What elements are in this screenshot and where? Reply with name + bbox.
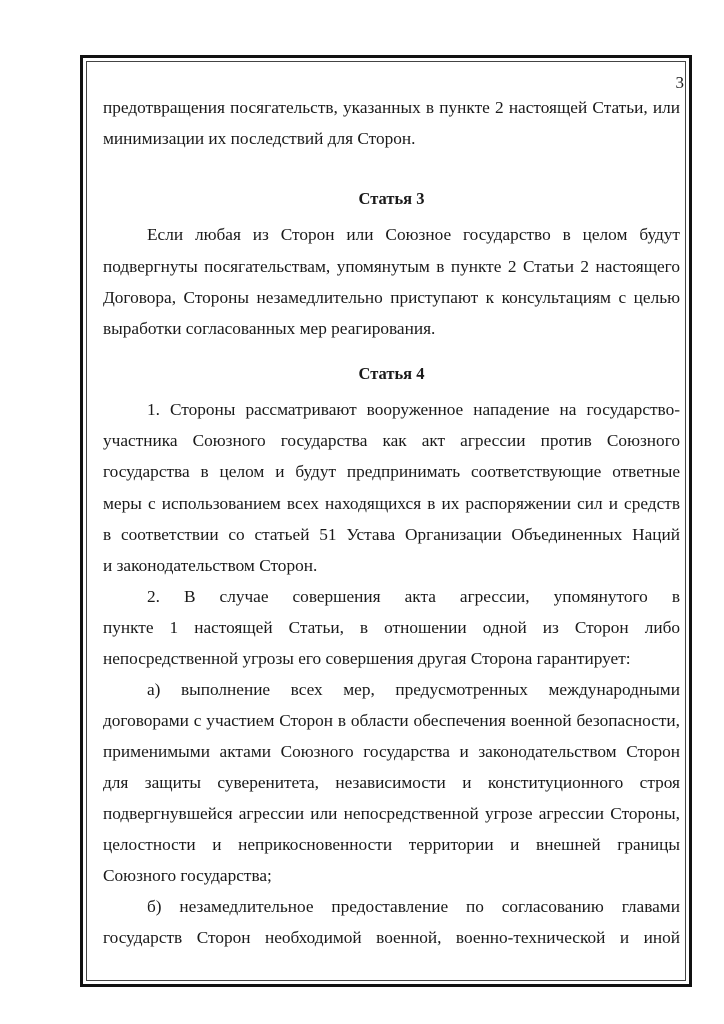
page-number: 3 [675, 73, 684, 92]
text-line: договорами с участием Сторон в области обеспечения военной безопасности, [103, 711, 680, 730]
text-line: и законодательством Сторон. [103, 556, 318, 575]
text-line: Союзного государства; [103, 866, 272, 885]
text-line: непосредственной угрозы его совершения другая Сторона гарантирует: [103, 649, 631, 668]
text-line: 1. Стороны рассматривают вооруженное нападение на государство- [147, 400, 680, 419]
article-3-title: Статья 3 [358, 189, 425, 208]
text-line: государства в целом и будут предпринимать соответствующие ответные [103, 462, 680, 481]
text-line: предотвращения посягательств, указанных в пункте 2 настоящей Статьи, или [103, 98, 680, 117]
text-line: меры с использованием всех находящихся в их распоряжении сил и средств [103, 494, 680, 513]
text-line: целостности и неприкосновенности территории и внешней границы [103, 835, 680, 854]
text-line: минимизации их последствий для Сторон. [103, 129, 416, 148]
text-line: а) выполнение всех мер, предусмотренных международными [147, 680, 680, 699]
text-line: 2. В случае совершения акта агрессии, упомянутого в [147, 587, 680, 606]
text-line: для защиты суверенитета, независимости и конституционного строя [103, 773, 680, 792]
text-line: выработки согласованных мер реагирования. [103, 319, 436, 338]
text-line: в соответствии со статьей 51 Устава Организации Объединенных Наций [103, 525, 680, 544]
text-line: Договора, Стороны незамедлительно приступают к консультациям с целью [103, 288, 680, 307]
text-line: б) незамедлительное предоставление по согласованию главами [147, 897, 680, 916]
article-4-title: Статья 4 [358, 364, 425, 383]
text-line: участника Союзного государства как акт агрессии против Союзного [103, 431, 680, 450]
text-line: пункте 1 настоящей Статьи, в отношении одной из Сторон либо [103, 618, 680, 637]
text-line: подвергнуты посягательствам, упомянутым в пункте 2 Статьи 2 настоящего [103, 257, 680, 276]
text-line: Если любая из Сторон или Союзное государство в целом будут [147, 225, 680, 244]
text-line: государств Сторон необходимой военной, военно-технической и иной [103, 928, 680, 947]
text-line: применимыми актами Союзного государства и законодательством Сторон [103, 742, 680, 761]
text-line: подвергнувшейся агрессии или непосредственной угрозе агрессии Стороны, [103, 804, 680, 823]
